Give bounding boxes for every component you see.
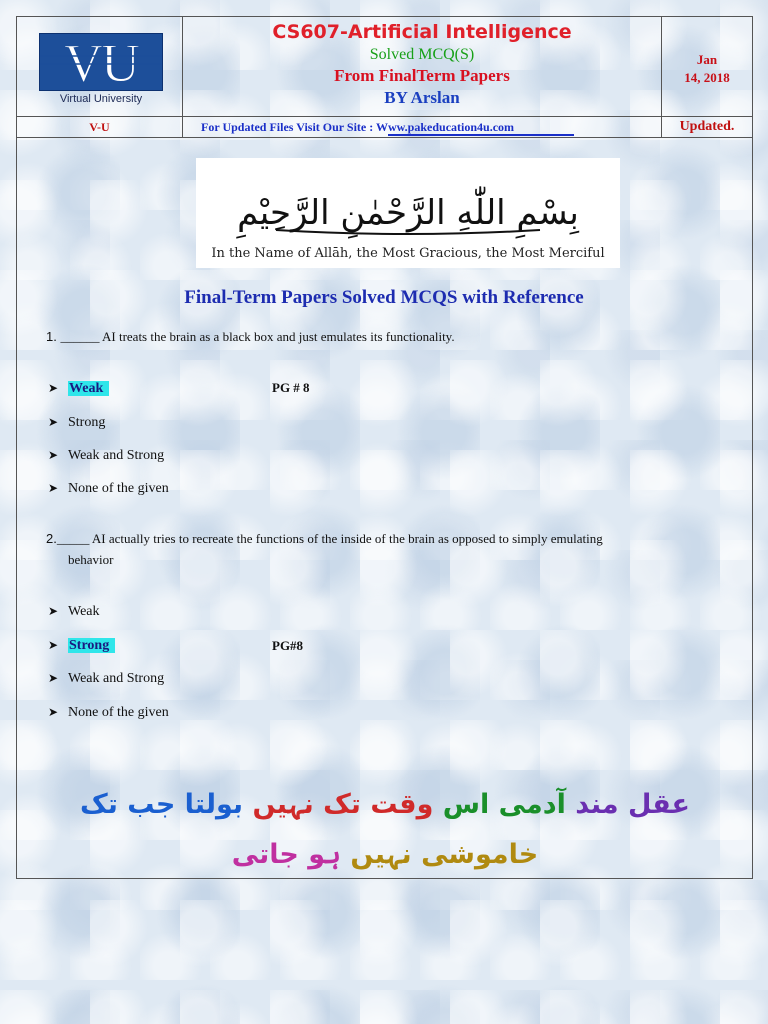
q1-option-4 [48,478,169,498]
question-1 [46,329,455,345]
arrow-bullet-icon: ➤ [48,448,59,462]
option-text: Strong [68,415,106,430]
vu-short-cell [16,116,183,138]
q1-option-2 [48,412,105,432]
date [662,51,752,87]
question-2 [46,531,736,547]
option-text: None of the given [68,481,169,496]
arrow-bullet-icon: ➤ [48,415,59,429]
date-cell [661,16,753,117]
q2-option-1 [48,601,100,621]
visit-line [183,117,661,137]
date-month: Jan [696,52,718,67]
question-2-cont [68,552,113,568]
urdu-word: عقل مند [575,789,690,820]
urdu-word: بولتا جب تک [80,789,244,820]
question-number: 2. [46,531,57,546]
question-text-cont: behavior [68,552,114,567]
q1-option-1 [48,378,109,398]
subtitle: Solved MCQ(S) [369,46,475,63]
logo-text: Virtual University [59,93,143,105]
correct-answer: Strong [68,638,115,653]
question-number: 1. [46,329,57,344]
svg-text:VU: VU [64,34,138,90]
question-text: _____ AI actually tries to recreate the functions of the inside of the brain as opposed to simply emulating [56,531,603,546]
section-heading: Final-Term Papers Solved MCQS with Reference [184,287,584,308]
option-text: Weak [68,604,100,619]
urdu-word: آدمی اس [442,789,566,820]
q2-option-3 [48,668,164,688]
q2-option-4 [48,702,169,722]
course-title: CS607-Artificial Intelligence [272,21,572,43]
bismillah-banner [196,158,620,268]
q1-reference: PG # 8 [272,380,310,395]
urdu-word: خاموشی نہیں [350,839,539,870]
q2-reference: PG#8 [272,638,304,653]
question-text: ______ AI treats the brain as a black box and just emulates its functionality. [60,329,455,344]
logo-cell [16,16,183,117]
author-line: BY Arslan [384,88,460,107]
urdu-word: وقت تک نہیں [252,789,434,820]
correct-answer: Weak [68,381,109,396]
vu-logo [39,33,163,111]
arrow-bullet-icon: ➤ [48,638,59,652]
arrow-bullet-icon: ➤ [48,671,59,685]
bismillah-calligraphy [236,172,580,242]
vu-logo-icon [39,33,163,91]
q1-option-3 [48,445,164,465]
arrow-bullet-icon: ➤ [48,481,59,495]
arrow-bullet-icon: ➤ [48,381,59,395]
visit-text: For Updated Files Visit Our Site : W [201,120,389,134]
option-text: Weak and Strong [68,671,165,686]
option-text: None of the given [68,705,169,720]
site-link[interactable]: ww.pakeducation4u.com [388,120,574,136]
updated-cell [661,116,753,138]
q2-option-2 [48,635,115,655]
date-day-year: 14, 2018 [684,70,730,85]
header-table [16,16,753,138]
updated-label: Updated. [679,119,735,134]
vu-short: V-U [89,120,110,134]
urdu-quote [20,780,750,870]
source-line: From FinalTerm Papers [334,66,510,85]
title-cell [182,16,662,117]
arrow-bullet-icon: ➤ [48,705,59,719]
arrow-bullet-icon: ➤ [48,604,59,618]
urdu-word: ہو جاتی [231,839,341,870]
visit-cell [182,116,662,138]
option-text: Weak and Strong [68,448,165,463]
svg-text:بِسْمِ اللّٰهِ الرَّحْمٰنِ الر: بِسْمِ اللّٰهِ الرَّحْمٰنِ الرَّحِيْمِ [237,193,579,233]
bismillah-translation: In the Name of Allāh, the Most Gracious, the Most Merciful [211,246,605,261]
